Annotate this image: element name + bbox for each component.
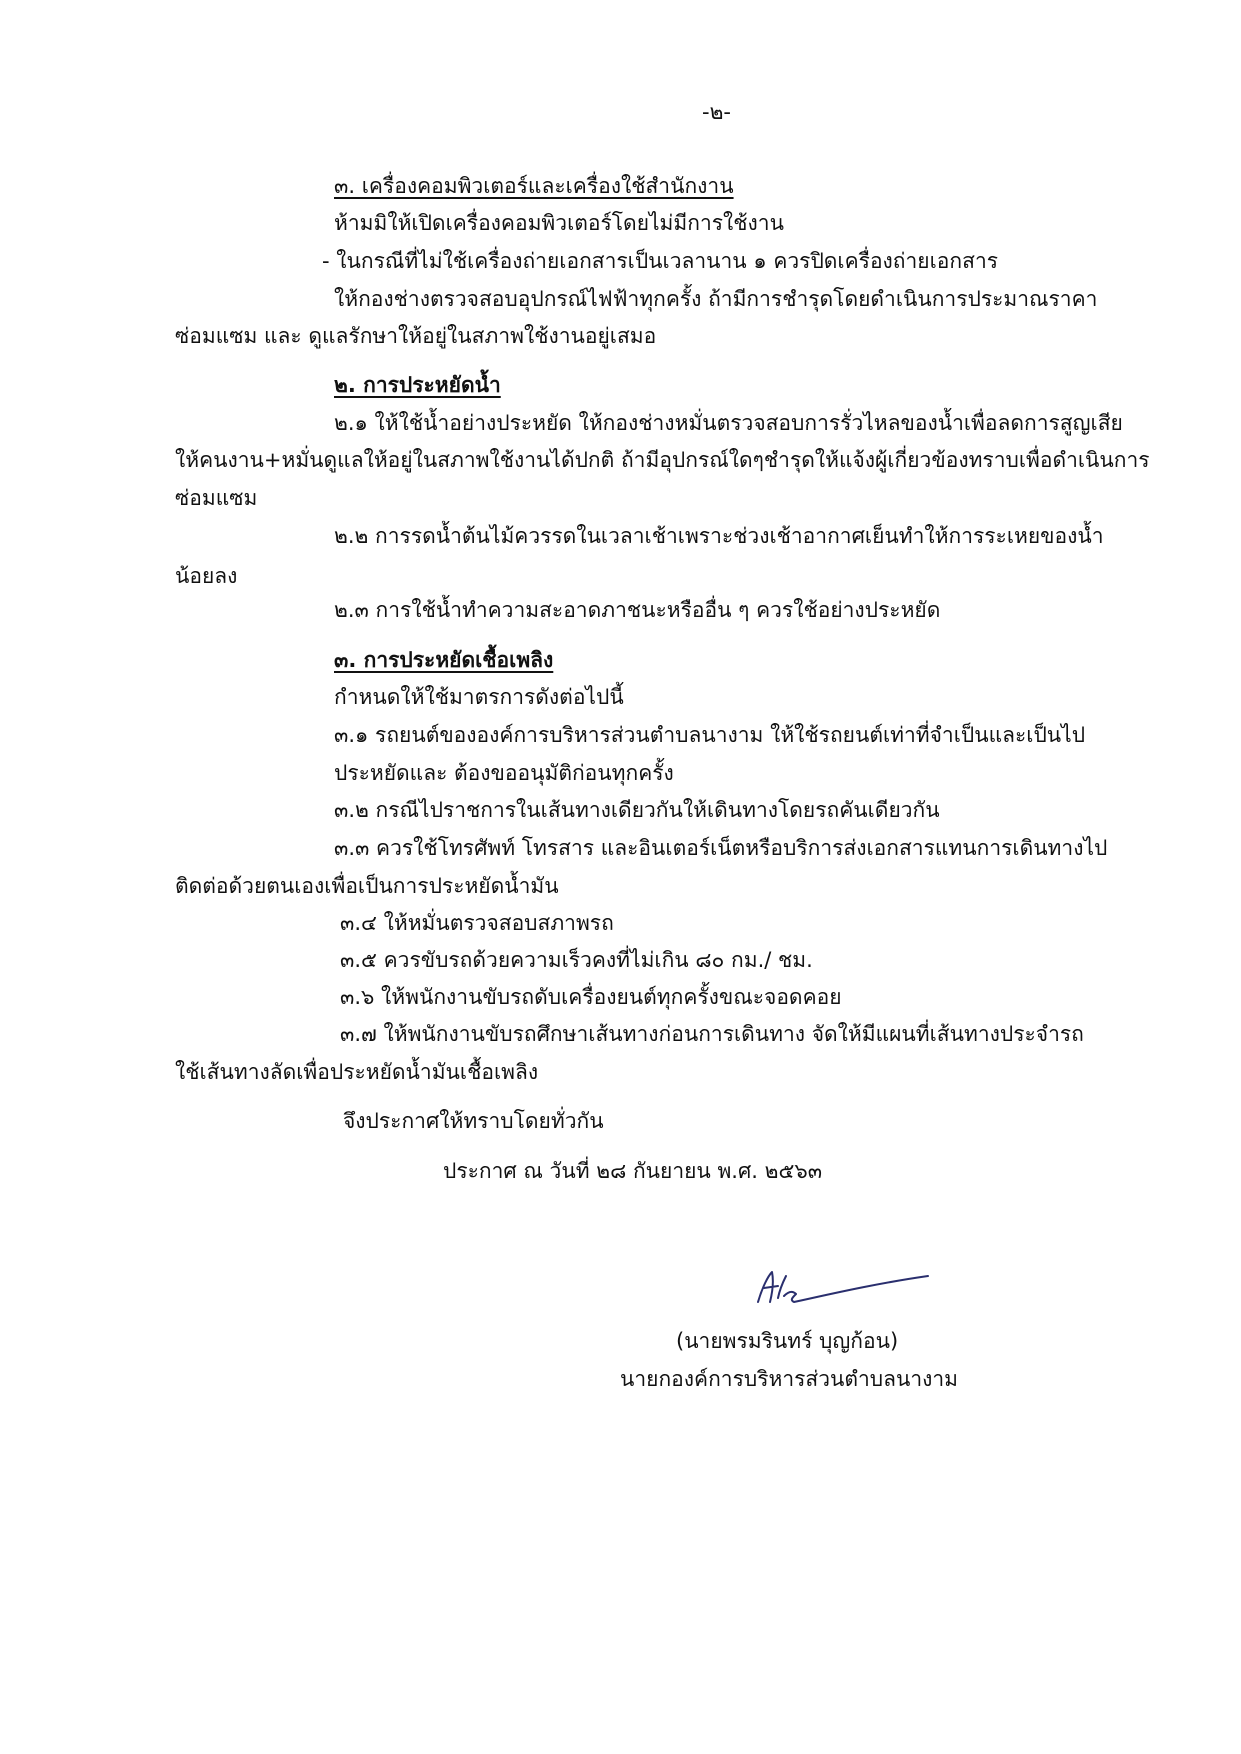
announcement-date: ประกาศ ณ วันที่ ๒๘ กันยายน พ.ศ. ๒๕๖๓ [443, 1159, 823, 1183]
paragraph: ๓.๖ ให้พนักงานขับรถดับเครื่องยนต์ทุกครั้งขณะจอดคอย [340, 985, 842, 1009]
paragraph: ๓.๓ ควรใช้โทรศัพท์ โทรสาร และอินเตอร์เน็ตหรือบริการส่งเอกสารแทนการเดินทางไป [334, 836, 1108, 860]
paragraph: ห้ามมิให้เปิดเครื่องคอมพิวเตอร์โดยไม่มีการใช้งาน [334, 211, 784, 235]
page-number: -๒- [702, 100, 731, 124]
closing-announcement: จึงประกาศให้ทราบโดยทั่วกัน [343, 1109, 604, 1133]
signatory-name: (นายพรมรินทร์ บุญก้อน) [676, 1329, 899, 1353]
section-heading-office-equipment: ๓. เครื่องคอมพิวเตอร์และเครื่องใช้สำนักงาน [334, 174, 734, 198]
paragraph: ๓.๔ ให้หมั่นตรวจสอบสภาพรถ [340, 911, 614, 935]
paragraph: ซ่อมแซม และ ดูแลรักษาให้อยู่ในสภาพใช้งานอยู่เสมอ [175, 324, 657, 348]
paragraph: ซ่อมแซม [175, 486, 258, 510]
paragraph: ๒.๑ ให้ใช้น้ำอย่างประหยัด ให้กองช่างหมั่นตรวจสอบการรั่วไหลของน้ำเพื่อลดการสูญเสีย [334, 411, 1123, 435]
paragraph: ให้กองช่างตรวจสอบอุปกรณ์ไฟฟ้าทุกครั้ง ถ้ามีการชำรุดโดยดำเนินการประมาณราคา [334, 287, 1098, 311]
paragraph: ๓.๒ กรณีไปราชการในเส้นทางเดียวกันให้เดินทางโดยรถคันเดียวกัน [334, 798, 940, 822]
section-heading-fuel: ๓. การประหยัดเชื้อเพลิง [334, 648, 554, 672]
paragraph: กำหนดให้ใช้มาตรการดังต่อไปนี้ [334, 685, 624, 709]
paragraph: ๒.๓ การใช้น้ำทำความสะอาดภาชนะหรืออื่น ๆ ควรใช้อย่างประหยัด [334, 598, 941, 622]
paragraph: - ในกรณีที่ไม่ใช้เครื่องถ่ายเอกสารเป็นเวลานาน ๑ ควรปิดเครื่องถ่ายเอกสาร [322, 249, 999, 273]
paragraph: ๓.๗ ให้พนักงานขับรถศึกษาเส้นทางก่อนการเดินทาง จัดให้มีแผนที่เส้นทางประจำรถ [340, 1022, 1084, 1046]
signatory-title: นายกองค์การบริหารส่วนตำบลนางาม [620, 1367, 959, 1391]
paragraph: ๒.๒ การรดน้ำต้นไม้ควรรดในเวลาเช้าเพราะช่วงเช้าอากาศเย็นทำให้การระเหยของน้ำ [334, 524, 1104, 548]
paragraph: ติดต่อด้วยตนเองเพื่อเป็นการประหยัดน้ำมัน [175, 874, 559, 898]
paragraph: ใช้เส้นทางลัดเพื่อประหยัดน้ำมันเชื้อเพลิง [175, 1060, 539, 1084]
signature-image [752, 1258, 932, 1318]
paragraph: ประหยัดและ ต้องขออนุมัติก่อนทุกครั้ง [334, 761, 674, 785]
paragraph: ๓.๕ ควรขับรถด้วยความเร็วคงที่ไม่เกิน ๘๐ กม./ ชม. [340, 948, 813, 972]
section-heading-water: ๒. การประหยัดน้ำ [334, 373, 501, 397]
paragraph: ให้คนงาน+หมั่นดูแลให้อยู่ในสภาพใช้งานได้ปกติ ถ้ามีอุปกรณ์ใดๆชำรุดให้แจ้งผู้เกี่ยวข้องทราบเพื่อดำเนินการ [175, 448, 1150, 472]
paragraph: ๓.๑ รถยนต์ขององค์การบริหารส่วนตำบลนางาม ให้ใช้รถยนต์เท่าที่จำเป็นและเป็นไป [334, 723, 1086, 747]
paragraph: น้อยลง [175, 564, 238, 588]
